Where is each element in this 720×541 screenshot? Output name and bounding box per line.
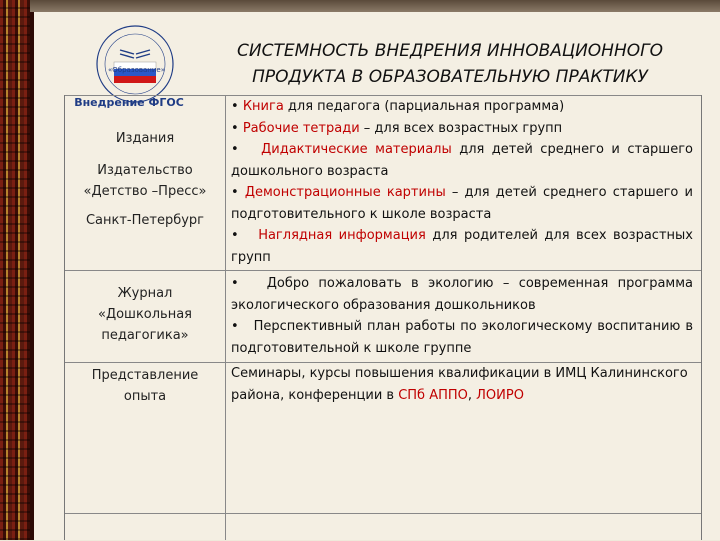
list-item: • Книга для педагога (парциальная программа): [231, 99, 565, 114]
label-experience: Представление опыта: [91, 368, 199, 404]
list-item: • Дидактические материалы для детей среднего и старшего дошкольного возраста: [231, 142, 693, 179]
title-line-1: СИСТЕМНОСТЬ ВНЕДРЕНИЯ ИННОВАЦИОННОГО: [237, 41, 663, 61]
title-line-2: ПРОДУКТА В ОБРАЗОВАТЕЛЬНУЮ ПРАКТИКУ: [252, 67, 648, 87]
experience-text: Семинары, курсы повышения квалификации в ИМЦ Калининского района, конференции в СПб АППО, ЛОИРО: [231, 366, 688, 403]
table-row-publications: [65, 95, 701, 271]
list-item: • Рабочие тетради – для всех возрастных групп: [231, 120, 563, 136]
row1-right-cell: [231, 96, 693, 268]
label-publisher: Издательство «Детство –Пресс»: [83, 163, 207, 199]
list-item: • Перспективный план работы по экологическому воспитанию в подготовительной к школе группе: [231, 319, 693, 356]
decorative-top-bar: [30, 0, 720, 12]
slide-title: [190, 38, 710, 90]
label-journal: Журнал «Дошкольная педагогика»: [97, 286, 193, 343]
row3-right-cell: [231, 363, 693, 406]
label-publications: Издания: [115, 131, 175, 146]
logo-ring-text: «Образование»: [108, 66, 165, 74]
table-bottom-line: [65, 513, 701, 514]
list-item: • Наглядная информация для родителей для всех возрастных групп: [231, 228, 693, 265]
label-city: Санкт-Петербург: [85, 213, 205, 228]
table-row-journal: [65, 270, 701, 363]
row1-left-cell: [65, 128, 225, 231]
content-table: [64, 95, 702, 540]
list-item: • Демонстрационные картины – для детей среднего старшего и подготовительного к школе возраста: [231, 185, 693, 222]
decorative-left-border: [0, 0, 30, 540]
table-row-experience: [65, 362, 701, 541]
list-item: • Добро пожаловать в экологию – современная программа экологического образования дошкольников: [231, 276, 693, 313]
row2-right-cell: [231, 273, 693, 359]
logo-caption: Внедрение ФГОС: [74, 96, 184, 109]
